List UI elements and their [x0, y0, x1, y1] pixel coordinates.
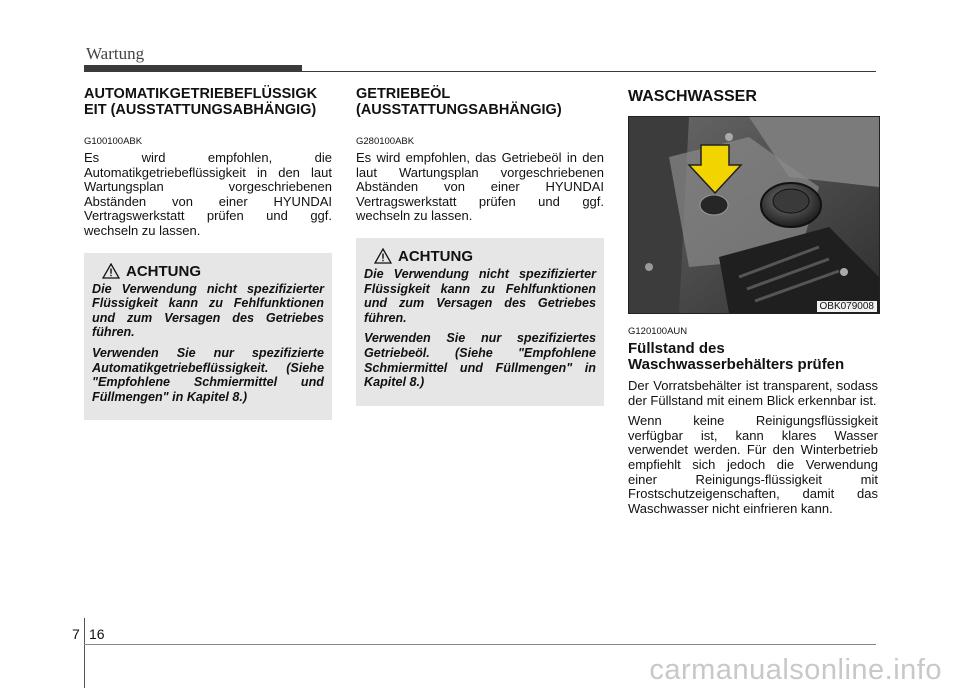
- page-number: 16: [89, 626, 105, 642]
- header-rule: [302, 71, 876, 72]
- caution-text: Die Verwendung nicht spezifizierter Flüssigkeit kann zu Fehlfunktionen und zum Versagen des Getriebes führen.: [92, 281, 324, 340]
- washer-reservoir-illustration: [629, 117, 879, 313]
- warning-triangle-icon: [102, 263, 120, 279]
- section-code: G100100ABK: [84, 136, 143, 147]
- subsection-heading: Füllstand des Waschwasserbehälters prüfen: [628, 340, 845, 373]
- body-paragraph: Es wird empfohlen, die Automatikgetriebeflüssigkeit in den laut Wartungsplan vorgeschriebenen Abständen von einer HYUNDAI Vertragswerkstatt prüfen und ggf. wechseln zu lassen.: [84, 150, 332, 238]
- body-paragraph: Der Vorratsbehälter ist transparent, sodass der Füllstand mit einem Blick erkennbar ist.: [628, 378, 878, 408]
- section-heading: WASCHWASSER: [628, 88, 757, 105]
- caution-title: ACHTUNG: [126, 262, 201, 280]
- column-transmission-oil: [356, 86, 604, 406]
- body-paragraph: Wenn keine Reinigungsflüssigkeit verfügbar ist, kann klares Wasser verwendet werden. Für den Winterbetrieb empfiehlt sich jedoch die Verwendung einer Reinigungs-flüssigkeit mit Frostschutzeigenschaften, damit das Waschwasser nicht einfrieren kann.: [628, 413, 878, 516]
- section-code: G280100ABK: [356, 136, 415, 147]
- photo-caption: OBK079008: [817, 301, 878, 312]
- watermark: carmanualsonline.info: [649, 654, 942, 686]
- column-automatic-transmission-fluid: [84, 86, 332, 420]
- footer-rule: [84, 644, 876, 645]
- footer-divider: [84, 618, 85, 688]
- column-washer-fluid: [628, 86, 878, 516]
- engine-bay-photo: [628, 116, 880, 314]
- caution-text: Verwenden Sie nur spezifiziertes Getriebeöl. (Siehe "Empfohlene Schmiermittel und Füllmengen" in Kapitel 8.): [364, 331, 596, 390]
- warning-triangle-icon: [374, 248, 392, 264]
- caution-box: [84, 253, 332, 421]
- caution-box: [356, 238, 604, 406]
- caution-title: ACHTUNG: [398, 247, 473, 265]
- header-bar: [84, 65, 302, 72]
- caution-text: Verwenden Sie nur spezifizierte Automatikgetriebeflüssigkeit. (Siehe "Empfohlene Schmiermittel und Füllmengen" in Kapitel 8.): [92, 345, 324, 404]
- section-code: G120100AUN: [628, 326, 688, 337]
- section-heading: GETRIEBEÖL (AUSSTATTUNGSABHÄNGIG): [356, 86, 562, 118]
- body-paragraph: Es wird empfohlen, das Getriebeöl in den laut Wartungsplan vorgeschriebenen Abständen von einer HYUNDAI Vertragswerkstatt prüfen und ggf. wechseln zu lassen.: [356, 150, 604, 224]
- caution-text: Die Verwendung nicht spezifizierter Flüssigkeit kann zu Fehlfunktionen und zum Versagen des Getriebes führen.: [364, 266, 596, 325]
- chapter-number: 7: [72, 626, 80, 642]
- section-heading: AUTOMATIKGETRIEBEFLÜSSIGK EIT (AUSSTATTUNGSABHÄNGIG): [84, 86, 318, 118]
- section-title: Wartung: [86, 44, 145, 63]
